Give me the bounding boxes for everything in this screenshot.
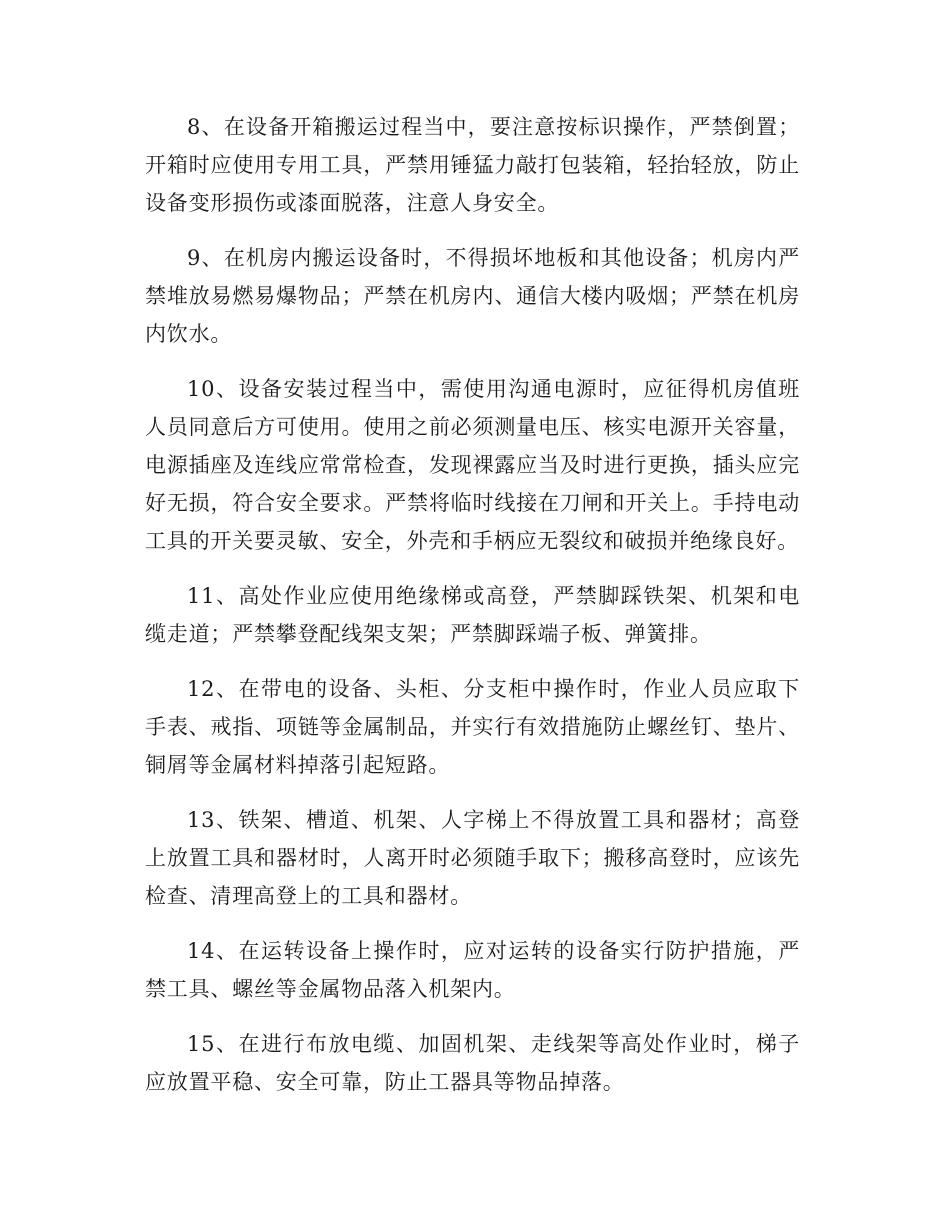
paragraph-item-9: 9、在机房内搬运设备时，不得损坏地板和其他设备；机房内严禁堆放易燃易爆物品；严禁在机房内、通信大楼内吸烟；严禁在机房内饮水。 bbox=[145, 246, 800, 346]
document-body bbox=[145, 108, 800, 1118]
paragraph-item-15: 15、在进行布放电缆、加固机架、走线架等高处作业时，梯子应放置平稳、安全可靠，防止工器具等物品掉落。 bbox=[145, 1032, 800, 1094]
paragraph-item-10: 10、设备安装过程当中，需使用沟通电源时，应征得机房值班人员同意后方可使用。使用之前必须测量电压、核实电源开关容量，电源插座及连线应常常检查，发现裸露应当及时进行更换，插头应完好无损，符合安全要求。严禁将临时线接在刀闸和开关上。手持电动工具的开关要灵敏、安全，外壳和手柄应无裂纹和破损并绝缘良好。 bbox=[145, 377, 800, 553]
paragraph-item-11: 11、高处作业应使用绝缘梯或高登，严禁脚踩铁架、机架和电缆走道；严禁攀登配线架支架；严禁脚踩端子板、弹簧排。 bbox=[145, 584, 800, 646]
paragraph-item-12: 12、在带电的设备、头柜、分支柜中操作时，作业人员应取下手表、戒指、项链等金属制品，并实行有效措施防止螺丝钉、垫片、铜屑等金属材料掉落引起短路。 bbox=[145, 677, 800, 777]
paragraph-item-14: 14、在运转设备上操作时，应对运转的设备实行防护措施，严禁工具、螺丝等金属物品落入机架内。 bbox=[145, 939, 800, 1001]
paragraph-item-8: 8、在设备开箱搬运过程当中，要注意按标识操作，严禁倒置；开箱时应使用专用工具，严禁用锤猛力敲打包装箱，轻抬轻放，防止设备变形损伤或漆面脱落，注意人身安全。 bbox=[145, 115, 800, 215]
paragraph-item-13: 13、铁架、槽道、机架、人字梯上不得放置工具和器材；高登上放置工具和器材时，人离开时必须随手取下；搬移高登时，应该先检查、清理高登上的工具和器材。 bbox=[145, 808, 800, 908]
